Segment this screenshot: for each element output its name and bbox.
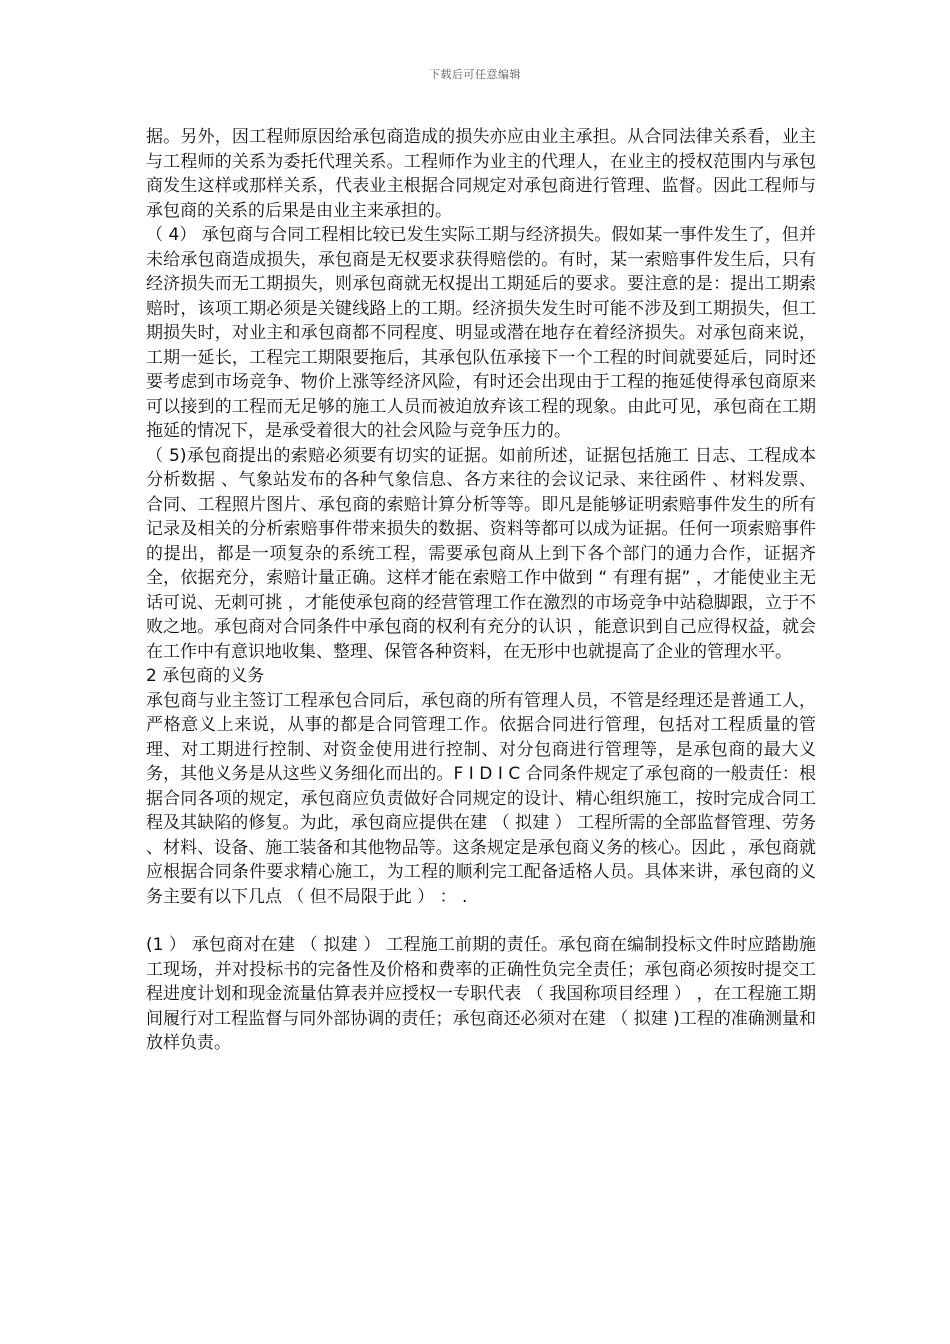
section-heading: 2 承包商的义务 [146,666,265,686]
paragraph-item-4: （ 4） 承包商与合同工程相比较已发生实际工期与经济损失。假如某一事件发生了，但并未给承包商造成损失，承包商是无权要求获得赔偿的。有时，某一索赔事件发生后，只有经济损失而无工期损失，则承包商就无权提出工期延后的要求。要注意的是：提出工期索赔时，该项工期必须是关键线路上的工期。经济损失发生时可能不涉及到工期损失，但工期损失时，对业主和承包商都不同程度、明显或潜在地存在着经济损失。对承包商来说，工期一延长，工程完工期限要拖后，其承包队伍承接下一个工程的时间就要延后，同时还要考虑到市场竞争、物价上涨等经济风险，有时还会出现由于工程的拖延使得承包商原来可以接到的工程而无足够的施工人员而被迫放弃该工程的现象。由此可见，承包商在工期拖延的情况下，是承受着很大的社会风险与竞争压力的。 [146,225,816,441]
paragraph-continuation: 据。另外，因工程师原因给承包商造成的损失亦应由业主承担。从合同法律关系看，业主与工程师的关系为委托代理关系。工程师作为业主的代理人，在业主的授权范围内与承包商发生这样或那样关系，代表业主根据合同规定对承包商进行管理、监督。因此工程师与承包商的关系的后果是由业主来承担的。 [146,127,816,221]
paragraph-gap [146,909,816,933]
page-header: 下载后可任意编辑 [429,68,521,81]
document-body [146,125,816,1056]
paragraph-obligations: 承包商与业主签订工程承包合同后，承包商的所有管理人员，不管是经理还是普通工人，严格意义上来说，从事的都是合同管理工作。依据合同进行管理，包括对工程质量的管理、对工期进行控制、对资金使用进行控制、对分包商进行管理等，是承包商的最大义务，其他义务是从这些义务细化而出的。F I D I C 合同条件规定了承包商的一般责任：根据合同各项的规定，承包商应负责做好合同规定的设计、精心组织施工，按时完成合同工程及其缺陷的修复。为此，承包商应提供在建 （ 拟建 ） 工程所需的全部监督管理、劳务 、材料、设备、施工装备和其他物品等。这条规定是承包商义务的核心。因此 ，承包商就应根据合同条件要求精心施工，为工程的顺利完工配备适格人员。具体来讲，承包商的义务主要有以下几点 （ 但不局限于此 ） ： . [146,690,816,907]
paragraph-item-1: (1 ） 承包商对在建 （ 拟建 ） 工程施工前期的责任。承包商在编制投标文件时应踏勘施工现场，并对投标书的完备性及价格和费率的正确性负完全责任；承包商必须按时提交工程进度计划和现金流量估算表并应授权一专职代表 （ 我国称项目经理 ） ，在工程施工期间履行对工程监督与同外部协调的责任；承包商还必须对在建 （ 拟建 )工程的准确测量和放样负责。 [146,935,816,1053]
paragraph-item-5: （ 5)承包商提出的索赔必须要有切实的证据。如前所述，证据包括施工 日志、工程成本分析数据 、气象站发布的各种气象信息、各方来往的会议记录、来往函件 、材料发票、合同、工程照片图片、承包商的索赔计算分析等等。即凡是能够证明索赔事件发生的所有记录及相关的分析索赔事件带来损失的数据、资料等都可以成为证据。任何一项索赔事件的提出，都是一项复杂的系统工程，需要承包商从上到下各个部门的通力合作，证据齐全，依据充分，索赔计量正确。这样才能在索赔工作中做到 “ 有理有据” ，才能使业主无话可说、无刺可挑 ，才能使承包商的经营管理工作在激烈的市场竞争中站稳脚跟，立于不败之地。承包商对合同条件中承包商的权利有充分的认识 ，能意识到自己应得权益，就会在工作中有意识地收集、整理、保管各种资料，在无形中也就提高了企业的管理水平。 [146,445,816,662]
